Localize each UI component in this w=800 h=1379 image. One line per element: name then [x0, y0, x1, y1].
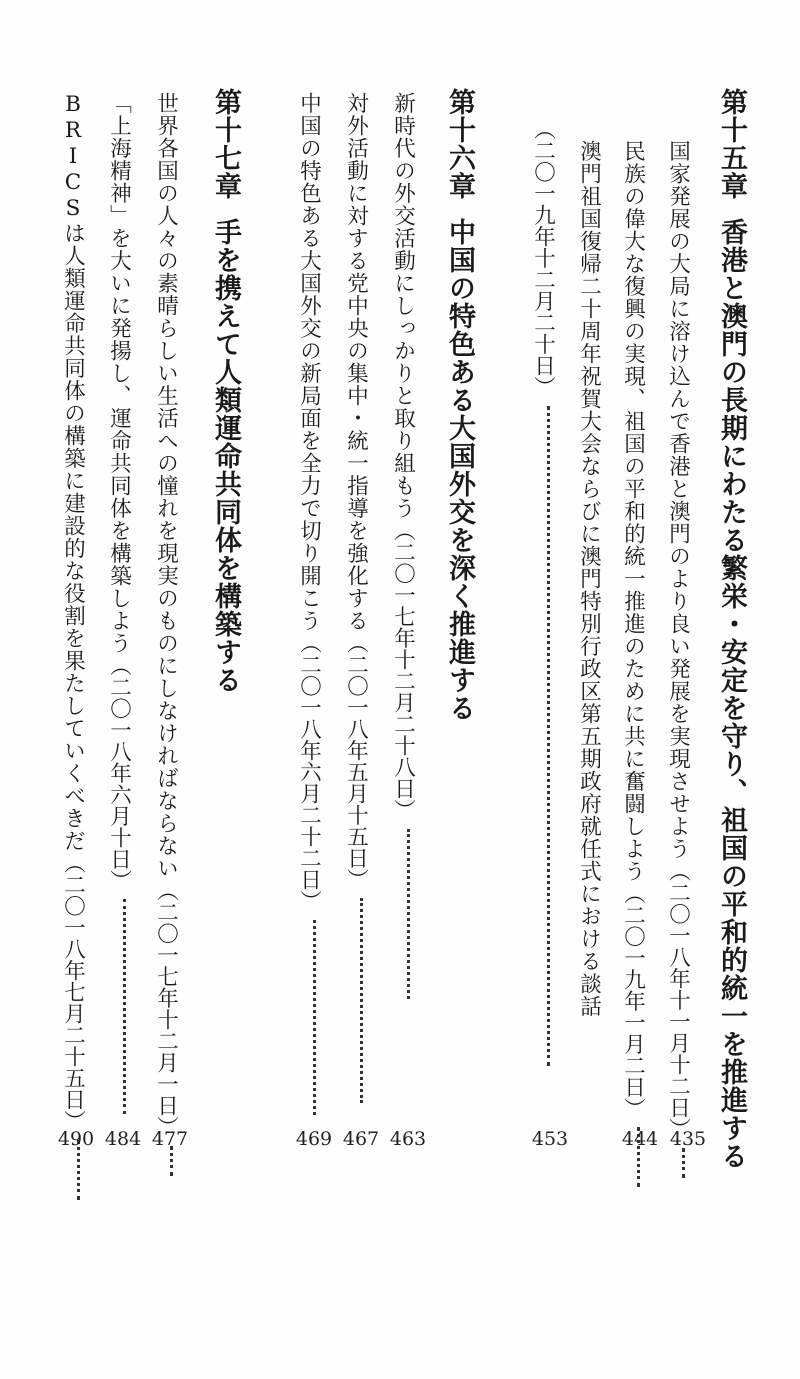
chapter-label: 第十七章 [210, 88, 241, 200]
toc-entry[interactable] [622, 140, 644, 1160]
entry-date: （二〇一八年六月二十二日） [296, 632, 322, 912]
page-number: 469 [295, 1128, 333, 1150]
dot-leader [123, 899, 126, 1114]
page-number: 467 [342, 1128, 380, 1150]
toc-entry[interactable] [392, 92, 414, 1112]
page-number: 435 [669, 1128, 707, 1150]
dot-leader [682, 1148, 685, 1178]
toc-entry[interactable] [108, 92, 130, 1112]
page-number: 453 [531, 1128, 569, 1150]
toc-entry[interactable] [667, 140, 689, 1160]
entry-title: 澳門祖国復帰二十周年祝賀大会ならびに澳門特別行政区第五期政府就任式における談話 [576, 140, 602, 1018]
chapter-title: 香港と澳門の長期にわたる繁栄・安定を守り、祖国の平和的統一を推進する [716, 218, 747, 1170]
page-number: 463 [389, 1128, 427, 1150]
entry-date: （二〇一九年十二月二十日） [530, 118, 556, 398]
entry-date: （二〇一八年五月十五日） [343, 632, 369, 890]
page-number: 444 [621, 1128, 659, 1150]
toc-entry[interactable] [60, 92, 86, 1132]
entry-title: 新時代の外交活動にしっかりと取り組もう [390, 92, 416, 520]
page-number: 484 [104, 1128, 142, 1150]
toc-entry[interactable] [153, 92, 179, 1138]
entry-title: 民族の偉大な復興の実現、祖国の平和的統一推進のために共に奮闘しよう [620, 140, 646, 883]
entry-title: 国家発展の大局に溶け込んで香港と澳門のより良い発展を実現させよう [665, 140, 691, 860]
page-number: 477 [151, 1128, 189, 1150]
chapter-heading [212, 88, 239, 1108]
entry-title: 中国の特色ある大国外交の新局面を全力で切り開こう [296, 92, 322, 632]
chapter-heading [446, 88, 473, 1108]
chapter-label: 第十六章 [444, 88, 475, 200]
page-number: 490 [57, 1128, 95, 1150]
chapter-label: 第十五章 [716, 88, 747, 200]
toc-entry[interactable] [298, 92, 320, 1112]
entry-date: （二〇一八年七月二十五日） [60, 852, 86, 1132]
entry-title: BRICSは人類運命共同体の構築に建設的な役割を果たしていくべきだ [60, 92, 86, 852]
toc-entry[interactable] [578, 140, 600, 1160]
toc-entry-continuation[interactable] [532, 118, 554, 1138]
entry-date: （二〇一七年十二月二十八日） [390, 519, 416, 821]
entry-title: 対外活動に対する党中央の集中・統一指導を強化する [343, 92, 369, 632]
chapter-heading [716, 88, 747, 1170]
entry-title: 「上海精神」を大いに発揚し、運命共同体を構築しよう [106, 92, 132, 655]
entry-date: （二〇一八年十一月十二日） [665, 860, 691, 1140]
entry-title: 世界各国の人々の素晴らしい生活への憧れを現実のものにしなければならない [153, 92, 179, 880]
dot-leader [360, 898, 363, 1103]
entry-date: （二〇一九年一月二日） [620, 882, 646, 1119]
entry-date: （二〇一八年六月十日） [106, 654, 132, 891]
toc-entry[interactable] [345, 92, 367, 1112]
dot-leader [547, 406, 550, 1066]
chapter-title: 手を携えて人類運命共同体を構築する [210, 218, 241, 694]
dot-leader [313, 920, 316, 1115]
dot-leader [407, 829, 410, 999]
chapter-title: 中国の特色ある大国外交を深く推進する [444, 218, 475, 722]
entry-date: （二〇一七年十二月一日） [153, 879, 179, 1138]
dot-leader [170, 1146, 173, 1176]
